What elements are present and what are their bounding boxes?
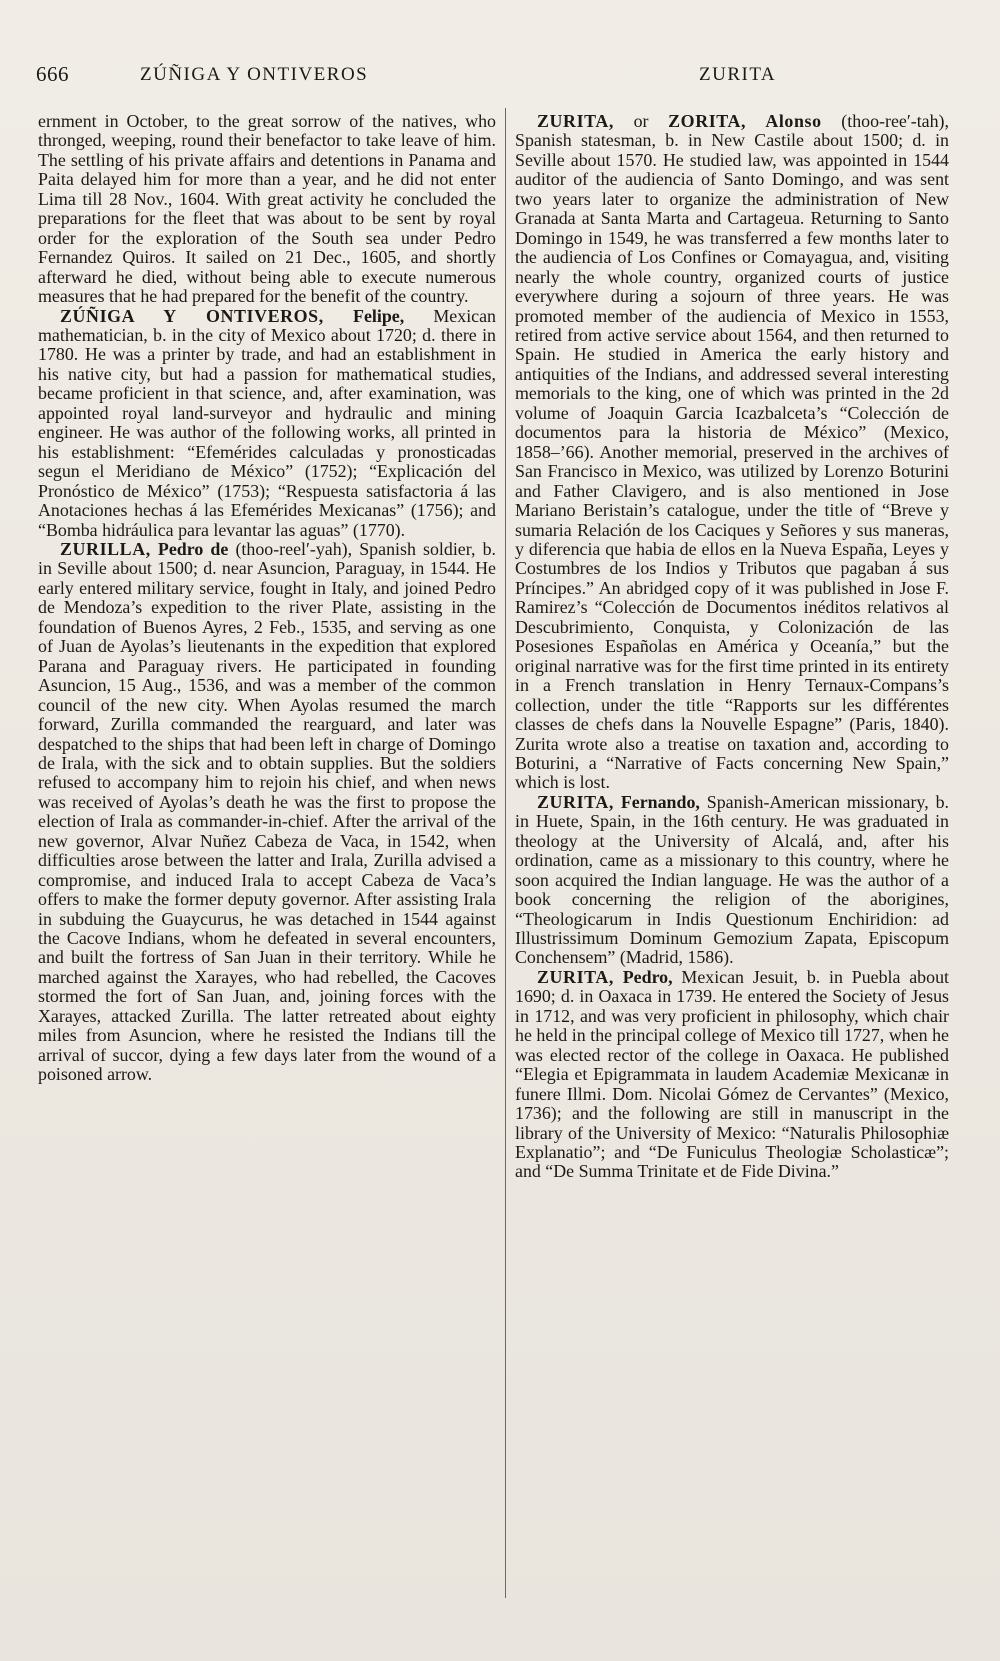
- entry-headword: ZURILLA,: [60, 538, 151, 559]
- entry-text: Mexican Jesuit, b. in Puebla about 1690; d. in Oaxaca in 1739. He entered the Society of Jesus in 1712, and was very proficient in philosophy, which chair he held in the principal college of Mexico till 1727, when he was elected rector of the college in Oaxaca. He published “Elegia et Epigrammata in laudem Academiæ Mexicanæ in funere Illmi. Dom. Nicolai Gómez de Cervantes” (Mexico, 1736); and the following are still in manuscript in the library of the University of Mexico: “Naturalis Philosophiæ Explanatio”; and “De Funiculus Theologiæ Scholasticæ”; and “De Summa Trinitate et de Fide Divina.”: [515, 966, 949, 1182]
- entry-headword: ZURITA,: [537, 791, 614, 812]
- entry-text: Spanish-American missionary, b. in Huete, Spain, in the 16th century. He was graduated in theology at the University of Alcalá, and, after his ordination, came as a missionary to this country, where he soon acquired the Indian language. He was the author of a book concerning the religion of the aborigines, “Theologicarum in Indis Questionum Enchiridion: ad Illustrissimum Dominum Gemozium Zapata, Episcopum Conchensem” (Madrid, 1586).: [515, 791, 949, 968]
- left-column: [38, 112, 496, 1085]
- entry-zuniga-y-ontiveros: [38, 307, 496, 540]
- entry-connector: or: [613, 111, 669, 131]
- entry-given-name: Fernando,: [620, 791, 700, 812]
- entry-given-name: Pedro,: [622, 966, 673, 987]
- entry-headword: ZURITA,: [537, 111, 614, 131]
- entry-zurita-alonso: [515, 112, 949, 793]
- entry-headword: ZURITA,: [537, 966, 614, 987]
- header-left-title: ZÚÑIGA Y ONTIVEROS: [140, 64, 369, 85]
- entry-zurita-pedro: [515, 968, 949, 1182]
- running-header: [36, 62, 780, 92]
- entry-given-name: Pedro de: [157, 538, 229, 559]
- entry-text: Mexican mathematician, b. in the city of Mexico about 1720; d. there in 1780. He was a printer by trade, and had an establishment in his native city, but had a passion for mathematical studies, became proficient in that science, and, after examination, was appointed royal land-surveyor and hydraulic and mining engineer. He was author of the following works, all printed in his establishment: “Efemérides calculadas y pronosticadas segun el Meridiano de México” (1752); “Explicación del Pronóstico de México” (1753); “Respuesta satisfactoria á las Anotaciones hechas á las Efemérides Mexicanas” (1756); and “Bomba hidráulica para levantar las aguas” (1770).: [38, 305, 496, 540]
- entry-zurita-fernando: [515, 793, 949, 968]
- entry-text: (thoo-reel′-yah), Spanish soldier, b. in Seville about 1500; d. near Asuncion, Paraguay, in 1544. He early entered military service, fought in Italy, and joined Pedro de Mendoza’s expedition to the river Plate, assisting in the foundation of Buenos Ayres, 2 Feb., 1535, and serving as one of Juan de Ayolas’s lieutenants in the expedition that explored Parana and Paraguay rivers. He participated in founding Asuncion, 15 Aug., 1536, and was a member of the common council of the new city. When Ayolas resumed the march forward, Zurilla commanded the rearguard, and later was despatched to the ships that had been left in charge of Domingo de Irala, with the sick and to obtain supplies. But the soldiers refused to accompany him to rejoin his chief, and when news was received of Ayolas’s death he was the first to propose the election of Irala as commander-in-chief. After the arrival of the new governor, Alvar Nuñez Cabeza de Vaca, in 1542, when difficulties arose between the latter and Irala, Zurilla advised a compromise, and induced Irala to accept Cabeza de Vaca’s offers to make the former deputy governor. After assisting Irala in subduing the Guaycurus, he was detached in 1544 against the Cacove Indians, whom he defeated in several encounters, and built the fortress of San Juan in their territory. While he marched against the Xarayes, who had rebelled, the Cacoves stormed the fort of San Juan, and, joining forces with the Xarayes, attacked Zurilla. The latter retreated about eighty miles from Asuncion, where he resisted the Indians till the arrival of succor, dying a few days later from the wound of a poisoned arrow.: [38, 538, 496, 1085]
- entry-given-name: Felipe,: [353, 305, 405, 326]
- entry-alt-headword: ZORITA, Alonso: [668, 111, 822, 131]
- column-divider: [505, 108, 506, 1598]
- entry-headword: ZÚÑIGA Y ONTIVEROS,: [60, 305, 324, 326]
- page-number: 666: [36, 62, 69, 86]
- paragraph-text: ernment in October, to the great sorrow of the natives, who thronged, weeping, round their benefactor to take leave of him. The settling of his private affairs and detentions in Panama and Paita delayed him for more than a year, and he did not enter Lima till 28 Nov., 1604. With great activity he concluded the preparations for the fleet that was about to be sent by royal order for the exploration of the South sea under Pedro Fernandez Quiros. It sailed on 21 Dec., 1605, and shortly afterward he died, without being able to execute numerous measures that he had prepared for the benefit of the country.: [38, 111, 496, 307]
- entry-zurilla: [38, 540, 496, 1085]
- entry-text: (thoo-ree′-tah), Spanish statesman, b. in New Castile about 1500; d. in Seville about 1570. He studied law, was appointed in 1544 auditor of the audiencia of Santo Domingo, and was sent two years later to organize the administration of New Granada at Santa Marta and Cartageua. Returning to Santo Domingo in 1549, he was transferred a few months later to the audiencia of Los Confines or Comayagua, and, visiting nearly the whole country, organized courts of justice everywhere during a sojourn of three years. He was promoted member of the audiencia of Mexico in 1553, retired from active service about 1564, and then returned to Spain. He studied in America the early history and antiquities of the Indians, and addressed several interesting memorials to the king, one of which was printed in the 2d volume of Joaquin Garcia Icazbalceta’s “Colección de documentos para la historia de México” (Mexico, 1858–’66). Another memorial, preserved in the archives of San Francisco in Mexico, was utilized by Lorenzo Boturini and Father Clavigero, and is also mentioned in Jose Mariano Beristain’s catalogue, under the title of “Breve y sumaria Relación de los Caciques y Señores y sus maneras, y diferencia que habia de ellos en la Nueva España, Leyes y Costumbres de los Indios y Tributos que pagaban á sus Príncipes.” An abridged copy of it was published in Jose F. Ramirez’s “Colección de Documentos inéditos relativos al Descubrimiento, Conquista, y Colonización de las Posesiones Españolas en América y Oceanía,” but the original narrative was for the first time printed in its entirety in a French translation in Henry Ternaux-Compans’s collection, under the title “Rapports sur les différentes classes de chefs dans la Nouvelle Espagne” (Paris, 1840). Zurita wrote also a treatise on taxation and, according to Boturini, a “Narrative of Facts concerning New Spain,” which is lost.: [515, 111, 949, 793]
- entry-continuation-paragraph: [38, 112, 496, 307]
- right-column: [515, 112, 949, 1182]
- header-right-title: ZURITA: [699, 64, 777, 85]
